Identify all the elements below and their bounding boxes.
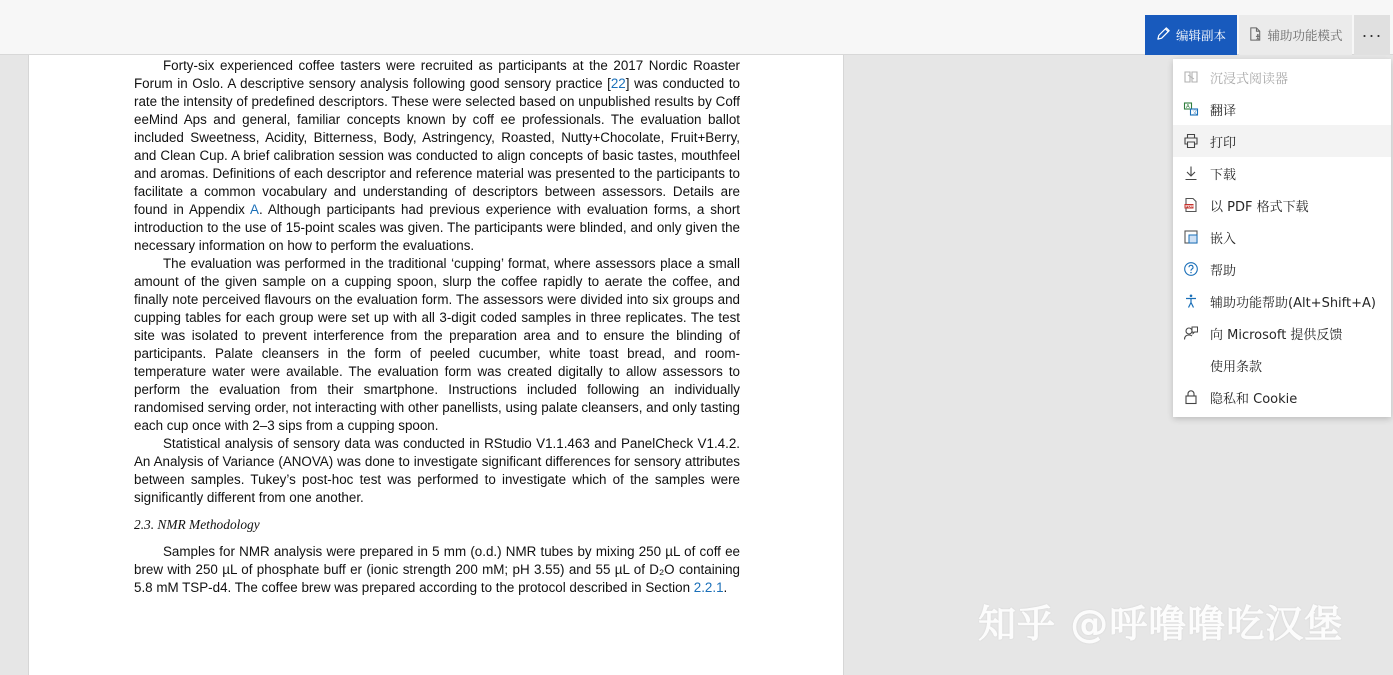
print-icon [1183, 133, 1199, 149]
section-link[interactable]: 2.2.1 [693, 580, 724, 595]
menu-item-embed[interactable]: 嵌入 [1173, 221, 1391, 253]
more-dots-icon: ··· [1361, 24, 1383, 45]
menu-item-accessibility-help[interactable]: 辅助功能帮助(Alt+Shift+A) [1173, 285, 1391, 317]
reference-link[interactable]: 22 [610, 76, 626, 91]
accessibility-document-icon [1248, 26, 1263, 45]
menu-item-print[interactable]: 打印 [1173, 125, 1391, 157]
accessibility-mode-label: 辅助功能模式 [1267, 28, 1343, 43]
help-icon [1183, 261, 1199, 277]
paragraph-evaluation: The evaluation was performed in the traditional ‘cupping’ format, where assessors place a small amount of the given sample on a cupping spoon, slurp the coffee rapidly to aerate the coffee, and finally note perceived flavours on the evaluation form. The assessors were divided into six groups and cupping tables for each group were set up with all 3-digit coded samples in three replicates. The test site was isolated to prevent interference from the preparation area and to ensure the blinding of participants. Palate cleansers in the form of peeled cucumber, white toast bread, and room-temperature water were available. The evaluation form was created digitally to allow assessors to perform the evaluation from their smartphone. Instructions included following an individually randomised serving order, not interacting with other panellists, using palate cleansers, and only tasting each cup once with 2–3 sips from a cupping spoon. [134, 256, 740, 433]
menu-item-privacy[interactable]: 隐私和 Cookie [1173, 381, 1391, 413]
immersive-reader-icon [1183, 69, 1199, 85]
accessibility-mode-button[interactable] [1239, 15, 1352, 55]
svg-text:A: A [1186, 104, 1190, 110]
accessibility-icon [1183, 293, 1199, 309]
svg-text:PDF: PDF [1185, 203, 1194, 209]
menu-item-download-pdf[interactable]: PDF 以 PDF 格式下载 [1173, 189, 1391, 221]
feedback-icon [1183, 325, 1199, 341]
menu-item-terms[interactable]: 使用条款 [1210, 359, 1263, 375]
menu-item-feedback[interactable]: 向 Microsoft 提供反馈 [1173, 317, 1391, 349]
menu-item-download[interactable]: 下载 [1173, 157, 1391, 189]
lock-icon [1183, 389, 1199, 405]
download-icon [1183, 165, 1199, 181]
menu-item-immersive-reader[interactable]: 沉浸式阅读器 [1173, 61, 1391, 93]
document-body [134, 57, 740, 597]
more-options-button[interactable] [1354, 15, 1390, 55]
paragraph-nmr: Samples for NMR analysis were prepared in 5 mm (o.d.) NMR tubes by mixing 250 µL of coff ee brew with 250 µL of phosphate buff er (ionic strength 200 mM; pH 3.55) and 55 µL of D₂O containing 5.8 mM TSP-d4. The coffee brew was prepared according to the protocol described in Section 2.2.1. [134, 544, 740, 595]
pdf-icon [1183, 197, 1199, 213]
watermark-text: 知乎 @呼噜噜吃汉堡 [978, 602, 1344, 646]
paragraph-statistics: Statistical analysis of sensory data was conducted in RStudio V1.1.463 and PanelCheck V1.4.2. An Analysis of Variance (ANOVA) was done to investigate significant differences for sensory attributes between samples. Tukey’s post-hoc test was performed to investigate which of the samples were significantly different from one another. [134, 436, 740, 505]
menu-item-help[interactable]: 帮助 [1173, 253, 1391, 285]
translate-icon [1183, 101, 1199, 117]
embed-icon [1183, 229, 1199, 245]
more-options-menu [1173, 59, 1391, 417]
appendix-link[interactable]: A [250, 202, 259, 217]
document-page [28, 55, 844, 675]
pencil-icon [1156, 26, 1171, 44]
edit-copy-label: 编辑副本 [1175, 28, 1226, 43]
edit-copy-button[interactable] [1145, 15, 1237, 55]
top-toolbar [0, 0, 1393, 55]
menu-item-translate[interactable]: A 文 翻译 [1173, 93, 1391, 125]
section-heading: 2.3. NMR Methodology [134, 517, 260, 532]
paragraph-participants: Forty-six experienced coffee tasters were recruited as participants at the 2017 Nordic Roaster Forum in Oslo. A descriptive sensory analysis following good sensory practice [22] was conducted to rate the intensity of predefined descriptors. These were selected based on unpublished results by Coff eeMind Aps and general, familiar concepts known by coff ee professionals. The evaluation ballot included Sweetness, Acidity, Bitterness, Body, Astringency, Roasted, Nutty+Chocolate, Fruit+Berry, and Clean Cup. A brief calibration session was conducted to align concepts of basic tastes, mouthfeel and aromas. Definitions of each descriptor and reference material was presented to the participants to facilitate a common vocabulary and understanding of descriptors between assessors. Details are found in Appendix A. Although participants had previous experience with evaluation forms, a short introduction to the use of 15-point scales was given. The participants were blinded, and only given the necessary information on how to perform the evaluations. [134, 58, 741, 253]
svg-text:文: 文 [1192, 110, 1198, 116]
